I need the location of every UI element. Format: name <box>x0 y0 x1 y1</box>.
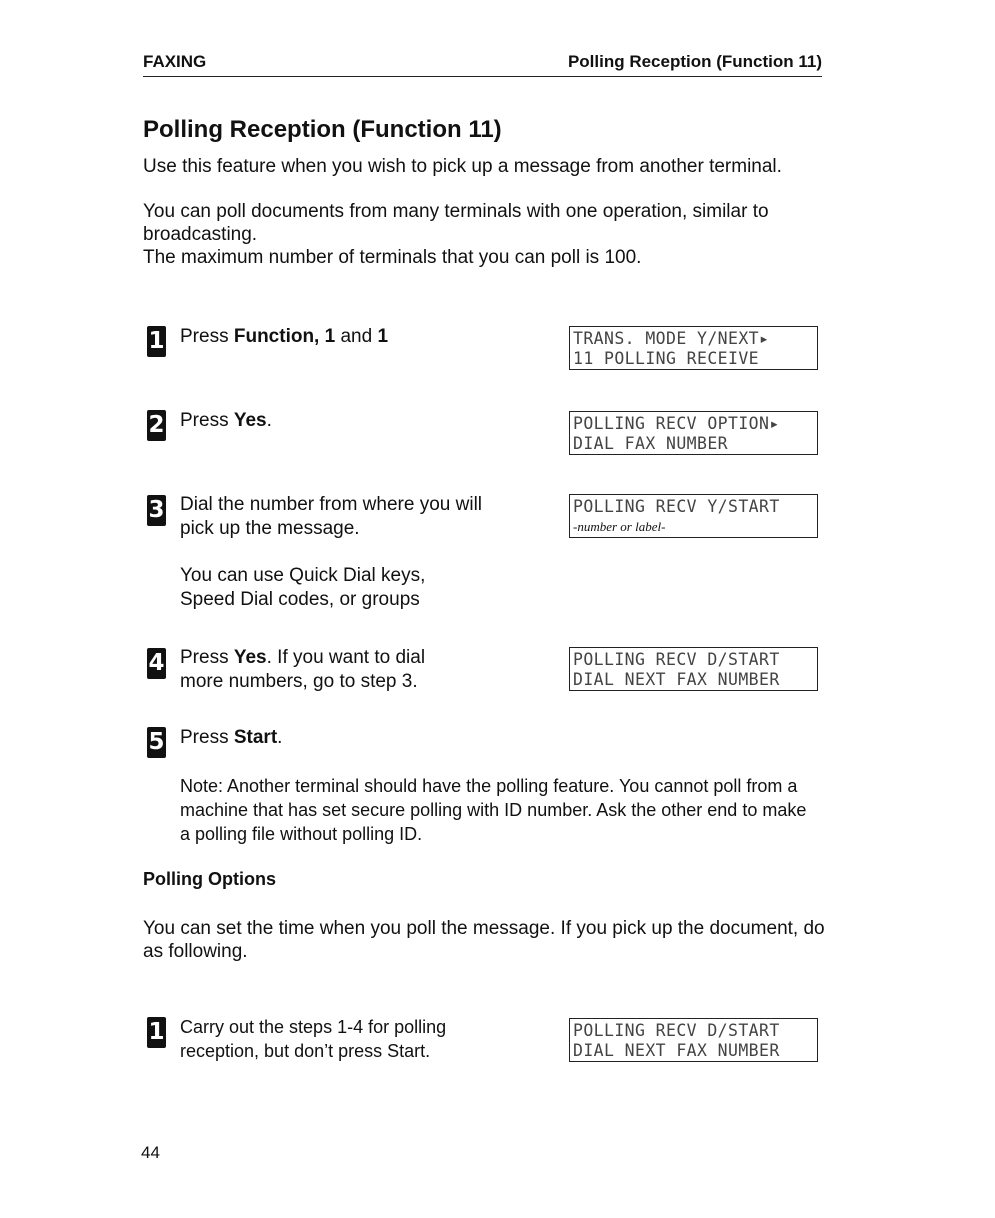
step-3-text: Dial the number from where you will pick up the message. <box>180 494 483 539</box>
lcd-line: POLLING RECV D/START <box>573 1021 780 1040</box>
step-3-extra: You can use Quick Dial keys, Speed Dial codes, or groups <box>180 565 426 610</box>
intro-paragraph-2: You can poll documents from many terminals with one operation, similar to broadcasting. <box>143 201 769 245</box>
step-1-text: Press Function, 1 and 1 <box>180 326 389 347</box>
step-4-lcd-display <box>569 647 818 691</box>
lcd-line: POLLING RECV OPTION▸ <box>573 414 780 433</box>
step-5-text: Press Start. <box>180 727 283 748</box>
step-5-badge: 5 <box>147 727 166 758</box>
options-step-1-text: Carry out the steps 1-4 for polling reception, but don’t press Start. <box>180 1017 447 1061</box>
section-heading-polling-options: Polling Options <box>143 869 276 889</box>
running-header-title: Polling Reception (Function 11) <box>567 52 822 71</box>
step-1-lcd-display <box>569 326 818 370</box>
options-paragraph: You can set the time when you poll the message. If you pick up the document, do as following. <box>143 918 825 962</box>
options-step-1-lcd-display <box>569 1018 818 1062</box>
step-3-lcd-display <box>569 494 818 538</box>
step-3-badge: 3 <box>147 495 166 526</box>
lcd-line: TRANS. MODE Y/NEXT▸ <box>573 329 770 348</box>
lcd-placeholder: -number or label- <box>573 519 666 534</box>
step-4-text: Press Yes. If you want to dial more numbers, go to step 3. <box>180 647 426 692</box>
lcd-line: 11 POLLING RECEIVE <box>573 349 760 368</box>
note-paragraph: Note: Another terminal should have the polling feature. You cannot poll from a machine that has set secure polling with ID number. Ask the other end to make a polling file without polling ID. <box>180 776 807 844</box>
lcd-line: POLLING RECV D/START <box>573 650 780 669</box>
lcd-line: POLLING RECV Y/START <box>573 497 780 516</box>
step-4-badge: 4 <box>147 648 166 679</box>
step-2-lcd-display <box>569 411 818 455</box>
intro-paragraph-1: Use this feature when you wish to pick up a message from another terminal. <box>143 156 782 177</box>
page-title: Polling Reception (Function 11) <box>143 116 502 143</box>
lcd-line: DIAL FAX NUMBER <box>573 434 729 453</box>
step-1-badge: 1 <box>147 326 166 357</box>
options-step-1-badge: 1 <box>147 1017 166 1048</box>
step-2-badge: 2 <box>147 410 166 441</box>
header-rule <box>143 76 822 77</box>
intro-paragraph-3: The maximum number of terminals that you can poll is 100. <box>143 247 642 268</box>
lcd-line: DIAL NEXT FAX NUMBER <box>573 1041 780 1060</box>
step-2-text: Press Yes. <box>180 410 272 431</box>
lcd-line: DIAL NEXT FAX NUMBER <box>573 670 780 689</box>
running-header-section: FAXING <box>143 52 207 71</box>
page-number: 44 <box>141 1143 160 1162</box>
